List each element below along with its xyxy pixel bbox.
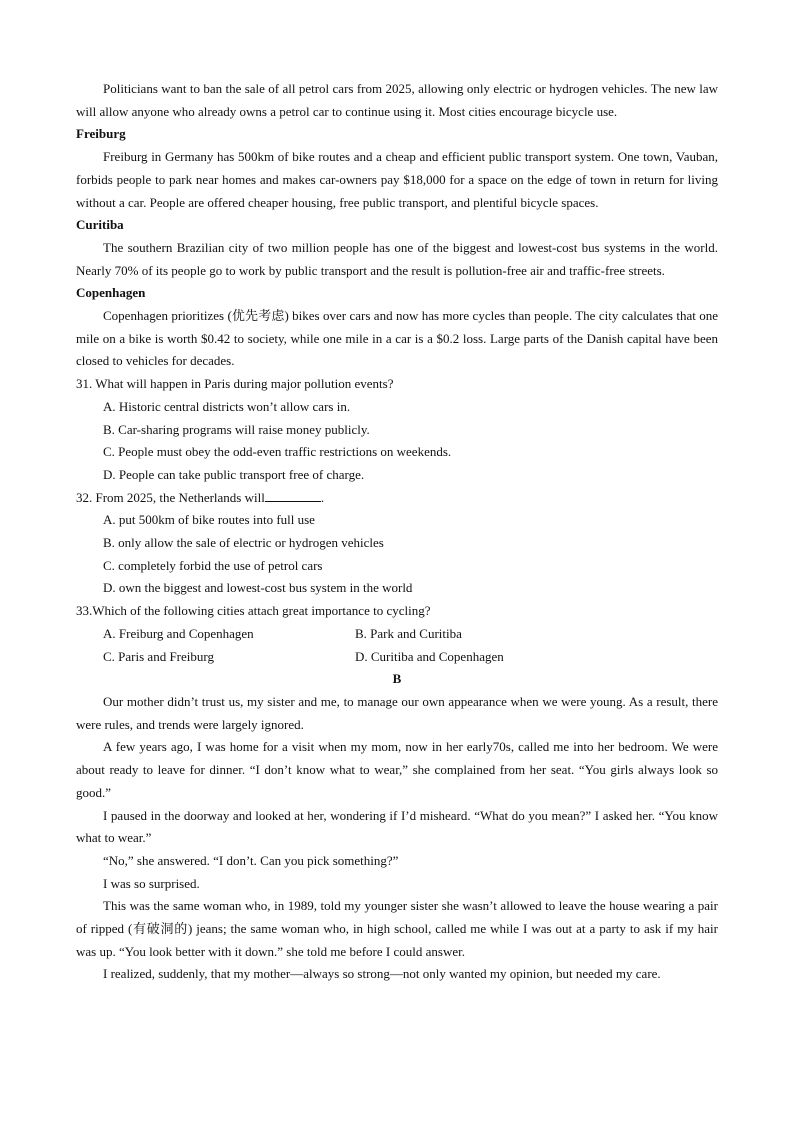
document-page (76, 78, 718, 986)
section-heading-curitiba: Curitiba (76, 217, 124, 233)
question-33-option-c: C. Paris and Freiburg (103, 648, 214, 664)
question-31-option-b: B. Car-sharing programs will raise money publicly. (103, 421, 370, 437)
passage-b-paragraph: “No,” she answered. “I don’t. Can you pick something?” (103, 852, 399, 868)
question-32-option-a: A. put 500km of bike routes into full use (103, 512, 315, 528)
question-32-stem (76, 487, 718, 510)
answer-blank (265, 487, 321, 502)
passage-b-paragraph: A few years ago, I was home for a visit when my mom, now in her early70s, called me into her bedroom. We were about ready to leave for dinner. “I don’t know what to wear,” she complained from her seat. “You girls always look so good.” (76, 739, 718, 800)
section-text-curitiba: The southern Brazilian city of two million people has one of the biggest and lowest-cost bus systems in the world. Nearly 70% of its people go to work by public transport and the result is pollution-free air and traffic-free streets. (76, 239, 718, 278)
question-32-option-b: B. only allow the sale of electric or hydrogen vehicles (103, 535, 384, 551)
section-text-copenhagen: Copenhagen prioritizes (优先考虑) bikes over cars and now has more cycles than people. The city calculates that one mile on a bike is worth $0.42 to society, while one mile in a car is a $0.2 loss. Large parts of the Danish capital have been closed to vehicles for decades. (76, 308, 718, 369)
question-32-stem-end: . (320, 489, 325, 505)
passage-b-paragraph: I was so surprised. (103, 875, 200, 891)
question-31-option-c: C. People must obey the odd-even traffic restrictions on weekends. (103, 444, 452, 460)
intro-paragraph: Politicians want to ban the sale of all petrol cars from 2025, allowing only electric or hydrogen vehicles. The new law will allow anyone who already owns a petrol car to continue using it. Most cities encourage bicycle use. (76, 81, 718, 119)
section-heading-copenhagen: Copenhagen (76, 285, 146, 301)
passage-b-paragraph: I paused in the doorway and looked at her, wondering if I’d misheard. “What do you mean?” I asked her. “You know what to wear.” (76, 807, 718, 846)
question-32-option-d: D. own the biggest and lowest-cost bus system in the world (103, 580, 413, 596)
question-33-option-d: D. Curitiba and Copenhagen (355, 648, 504, 664)
passage-b-paragraph: Our mother didn’t trust us, my sister and me, to manage our own appearance when we were young. As a result, there were rules, and trends were largely ignored. (76, 693, 718, 732)
section-text-freiburg: Freiburg in Germany has 500km of bike routes and a cheap and efficient public transport system. One town, Vauban, forbids people to park near homes and makes car-owners pay $18,000 for a space on the edge of town in return for living without a car. People are offered cheaper housing, free public transport, and plentiful bicycle spaces. (76, 149, 718, 210)
question-33-stem: 33.Which of the following cities attach great importance to cycling? (76, 603, 431, 619)
question-33-option-b: B. Park and Curitiba (355, 625, 462, 641)
passage-b-paragraph: This was the same woman who, in 1989, told my younger sister she wasn’t allowed to leave the house wearing a pair of ripped (有破洞的) jeans; the same woman who, in high school, called me while I was out at a party to ask if my hair was up. “You look better with it down.” she told me before I could answer. (76, 898, 718, 959)
passage-b-letter: B (392, 671, 402, 687)
question-33-options-row-2 (76, 646, 718, 669)
passage-b-paragraph: I realized, suddenly, that my mother—always so strong—not only wanted my opinion, but needed my care. (103, 966, 661, 982)
question-32-option-c: C. completely forbid the use of petrol cars (103, 557, 323, 573)
question-31-option-d: D. People can take public transport free of charge. (103, 466, 365, 482)
question-32-stem-text: 32. From 2025, the Netherlands will (76, 489, 265, 505)
question-33-option-a: A. Freiburg and Copenhagen (103, 625, 254, 641)
question-31-option-a: A. Historic central districts won’t allow cars in. (103, 398, 351, 414)
section-heading-freiburg: Freiburg (76, 126, 126, 142)
question-31-stem: 31. What will happen in Paris during major pollution events? (76, 376, 394, 392)
question-33-options-row-1 (76, 623, 718, 646)
